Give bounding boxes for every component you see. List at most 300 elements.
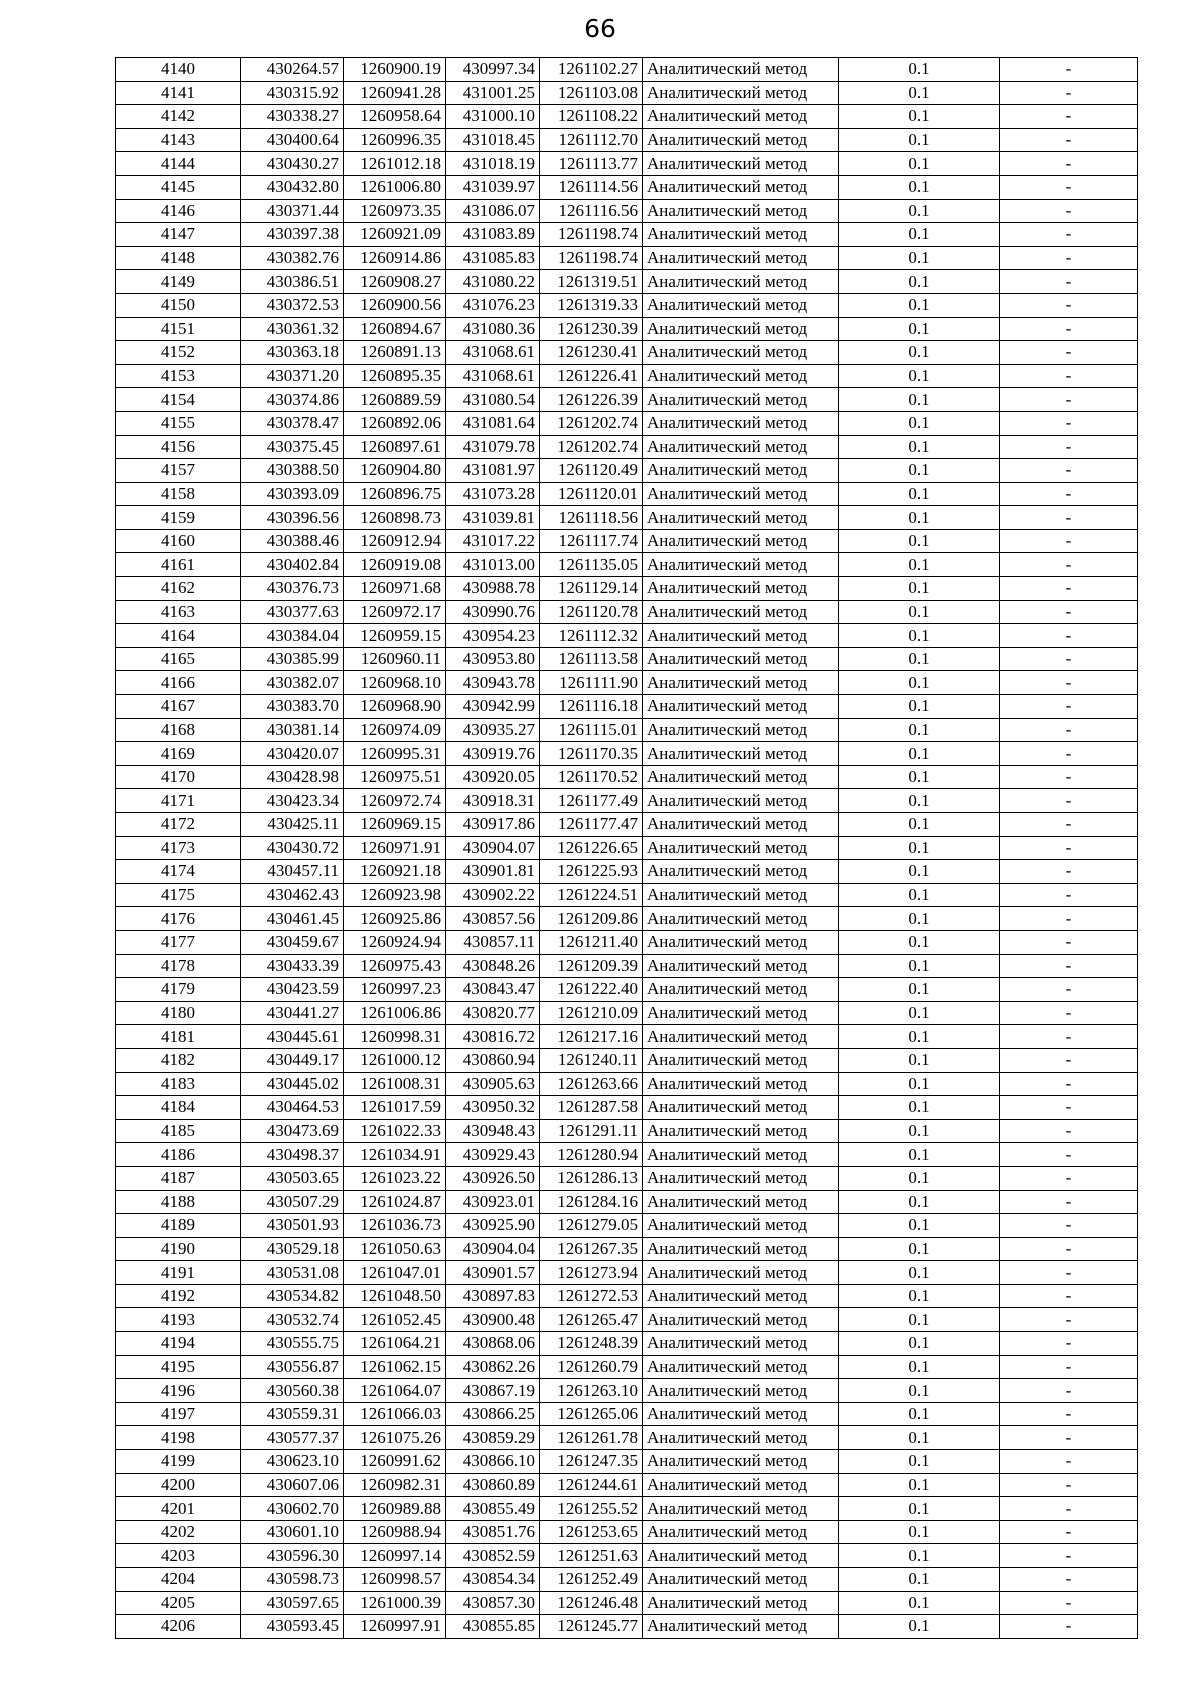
note-cell: -: [1000, 1308, 1138, 1332]
point-number-cell: 4195: [116, 1355, 241, 1379]
table-row: [116, 907, 1138, 931]
method-cell: Аналитический метод: [643, 293, 839, 317]
x-old-cell: 430388.50: [241, 459, 344, 483]
point-number-cell: 4178: [116, 954, 241, 978]
y-old-cell: 1261024.87: [344, 1190, 446, 1214]
table-row: [116, 1568, 1138, 1592]
x-old-cell: 430577.37: [241, 1426, 344, 1450]
x-old-cell: 430433.39: [241, 954, 344, 978]
point-number-cell: 4171: [116, 789, 241, 813]
y-old-cell: 1260904.80: [344, 459, 446, 483]
point-number-cell: 4180: [116, 1001, 241, 1025]
note-cell: -: [1000, 930, 1138, 954]
note-cell: -: [1000, 553, 1138, 577]
y-old-cell: 1261022.33: [344, 1119, 446, 1143]
x-old-cell: 430597.65: [241, 1591, 344, 1615]
y-old-cell: 1261006.86: [344, 1001, 446, 1025]
accuracy-cell: 0.1: [839, 978, 1000, 1002]
x-new-cell: 431000.10: [446, 105, 540, 129]
x-new-cell: 430904.07: [446, 836, 540, 860]
y-old-cell: 1260921.09: [344, 223, 446, 247]
point-number-cell: 4189: [116, 1214, 241, 1238]
y-new-cell: 1261252.49: [540, 1568, 643, 1592]
accuracy-cell: 0.1: [839, 954, 1000, 978]
y-old-cell: 1260996.35: [344, 128, 446, 152]
table-row: [116, 1025, 1138, 1049]
note-cell: -: [1000, 1143, 1138, 1167]
x-new-cell: 430901.81: [446, 860, 540, 884]
point-number-cell: 4196: [116, 1379, 241, 1403]
table-row: [116, 1072, 1138, 1096]
y-new-cell: 1261230.41: [540, 341, 643, 365]
accuracy-cell: 0.1: [839, 1497, 1000, 1521]
method-cell: Аналитический метод: [643, 577, 839, 601]
x-old-cell: 430459.67: [241, 930, 344, 954]
point-number-cell: 4174: [116, 860, 241, 884]
x-old-cell: 430425.11: [241, 813, 344, 837]
x-old-cell: 430445.02: [241, 1072, 344, 1096]
accuracy-cell: 0.1: [839, 836, 1000, 860]
y-old-cell: 1261034.91: [344, 1143, 446, 1167]
method-cell: Аналитический метод: [643, 930, 839, 954]
y-old-cell: 1260997.23: [344, 978, 446, 1002]
y-old-cell: 1260921.18: [344, 860, 446, 884]
x-new-cell: 430942.99: [446, 695, 540, 719]
method-cell: Аналитический метод: [643, 647, 839, 671]
note-cell: -: [1000, 1473, 1138, 1497]
y-old-cell: 1260912.94: [344, 529, 446, 553]
accuracy-cell: 0.1: [839, 199, 1000, 223]
y-old-cell: 1261000.39: [344, 1591, 446, 1615]
x-old-cell: 430449.17: [241, 1048, 344, 1072]
accuracy-cell: 0.1: [839, 293, 1000, 317]
y-old-cell: 1261075.26: [344, 1426, 446, 1450]
accuracy-cell: 0.1: [839, 1214, 1000, 1238]
x-old-cell: 430423.34: [241, 789, 344, 813]
method-cell: Аналитический метод: [643, 789, 839, 813]
accuracy-cell: 0.1: [839, 1025, 1000, 1049]
method-cell: Аналитический метод: [643, 270, 839, 294]
note-cell: -: [1000, 506, 1138, 530]
method-cell: Аналитический метод: [643, 1025, 839, 1049]
method-cell: Аналитический метод: [643, 1237, 839, 1261]
x-new-cell: 430929.43: [446, 1143, 540, 1167]
accuracy-cell: 0.1: [839, 789, 1000, 813]
y-old-cell: 1260925.86: [344, 907, 446, 931]
point-number-cell: 4206: [116, 1615, 241, 1639]
table-row: [116, 813, 1138, 837]
y-new-cell: 1261135.05: [540, 553, 643, 577]
y-new-cell: 1261248.39: [540, 1332, 643, 1356]
method-cell: Аналитический метод: [643, 600, 839, 624]
accuracy-cell: 0.1: [839, 671, 1000, 695]
x-new-cell: 430855.85: [446, 1615, 540, 1639]
table-row: [116, 175, 1138, 199]
y-new-cell: 1261255.52: [540, 1497, 643, 1521]
table-row: [116, 1119, 1138, 1143]
table-row: [116, 1473, 1138, 1497]
method-cell: Аналитический метод: [643, 411, 839, 435]
x-new-cell: 430900.48: [446, 1308, 540, 1332]
note-cell: -: [1000, 1001, 1138, 1025]
y-new-cell: 1261240.11: [540, 1048, 643, 1072]
table-row: [116, 954, 1138, 978]
x-new-cell: 430868.06: [446, 1332, 540, 1356]
point-number-cell: 4152: [116, 341, 241, 365]
method-cell: Аналитический метод: [643, 1001, 839, 1025]
y-old-cell: 1261012.18: [344, 152, 446, 176]
accuracy-cell: 0.1: [839, 1615, 1000, 1639]
method-cell: Аналитический метод: [643, 105, 839, 129]
x-new-cell: 430897.83: [446, 1284, 540, 1308]
method-cell: Аналитический метод: [643, 954, 839, 978]
y-old-cell: 1260973.35: [344, 199, 446, 223]
y-new-cell: 1261170.35: [540, 742, 643, 766]
x-new-cell: 431039.97: [446, 175, 540, 199]
x-new-cell: 430950.32: [446, 1096, 540, 1120]
point-number-cell: 4173: [116, 836, 241, 860]
accuracy-cell: 0.1: [839, 1308, 1000, 1332]
table-row: [116, 1166, 1138, 1190]
method-cell: Аналитический метод: [643, 317, 839, 341]
accuracy-cell: 0.1: [839, 105, 1000, 129]
accuracy-cell: 0.1: [839, 695, 1000, 719]
note-cell: -: [1000, 1284, 1138, 1308]
note-cell: -: [1000, 742, 1138, 766]
y-new-cell: 1261265.06: [540, 1402, 643, 1426]
x-new-cell: 430860.89: [446, 1473, 540, 1497]
point-number-cell: 4172: [116, 813, 241, 837]
y-old-cell: 1261006.80: [344, 175, 446, 199]
table-row: [116, 978, 1138, 1002]
point-number-cell: 4177: [116, 930, 241, 954]
x-old-cell: 430556.87: [241, 1355, 344, 1379]
method-cell: Аналитический метод: [643, 152, 839, 176]
note-cell: -: [1000, 364, 1138, 388]
accuracy-cell: 0.1: [839, 1450, 1000, 1474]
x-new-cell: 431039.81: [446, 506, 540, 530]
accuracy-cell: 0.1: [839, 1143, 1000, 1167]
note-cell: -: [1000, 1190, 1138, 1214]
table-row: [116, 1143, 1138, 1167]
x-old-cell: 430534.82: [241, 1284, 344, 1308]
x-new-cell: 431076.23: [446, 293, 540, 317]
method-cell: Аналитический метод: [643, 1426, 839, 1450]
y-new-cell: 1261226.39: [540, 388, 643, 412]
accuracy-cell: 0.1: [839, 128, 1000, 152]
table-row: [116, 435, 1138, 459]
x-new-cell: 430997.34: [446, 58, 540, 82]
note-cell: -: [1000, 482, 1138, 506]
x-old-cell: 430382.76: [241, 246, 344, 270]
table-row: [116, 742, 1138, 766]
method-cell: Аналитический метод: [643, 246, 839, 270]
y-old-cell: 1260982.31: [344, 1473, 446, 1497]
y-new-cell: 1261113.77: [540, 152, 643, 176]
table-row: [116, 1615, 1138, 1639]
y-new-cell: 1261244.61: [540, 1473, 643, 1497]
accuracy-cell: 0.1: [839, 223, 1000, 247]
x-new-cell: 430854.34: [446, 1568, 540, 1592]
method-cell: Аналитический метод: [643, 1332, 839, 1356]
point-number-cell: 4185: [116, 1119, 241, 1143]
accuracy-cell: 0.1: [839, 577, 1000, 601]
table-row: [116, 388, 1138, 412]
accuracy-cell: 0.1: [839, 600, 1000, 624]
accuracy-cell: 0.1: [839, 1426, 1000, 1450]
y-old-cell: 1260975.43: [344, 954, 446, 978]
point-number-cell: 4144: [116, 152, 241, 176]
y-old-cell: 1260900.19: [344, 58, 446, 82]
table-body: [116, 58, 1138, 1639]
y-new-cell: 1261209.39: [540, 954, 643, 978]
y-old-cell: 1260889.59: [344, 388, 446, 412]
y-old-cell: 1260958.64: [344, 105, 446, 129]
x-new-cell: 430848.26: [446, 954, 540, 978]
method-cell: Аналитический метод: [643, 1214, 839, 1238]
y-old-cell: 1260997.91: [344, 1615, 446, 1639]
method-cell: Аналитический метод: [643, 907, 839, 931]
method-cell: Аналитический метод: [643, 1119, 839, 1143]
x-new-cell: 431017.22: [446, 529, 540, 553]
y-old-cell: 1260969.15: [344, 813, 446, 837]
y-new-cell: 1261263.10: [540, 1379, 643, 1403]
accuracy-cell: 0.1: [839, 1402, 1000, 1426]
x-new-cell: 430843.47: [446, 978, 540, 1002]
y-old-cell: 1260896.75: [344, 482, 446, 506]
y-new-cell: 1261202.74: [540, 411, 643, 435]
point-number-cell: 4202: [116, 1520, 241, 1544]
table-row: [116, 836, 1138, 860]
accuracy-cell: 0.1: [839, 553, 1000, 577]
point-number-cell: 4197: [116, 1402, 241, 1426]
note-cell: -: [1000, 647, 1138, 671]
coordinates-table: [115, 57, 1138, 1639]
y-new-cell: 1261280.94: [540, 1143, 643, 1167]
method-cell: Аналитический метод: [643, 1544, 839, 1568]
point-number-cell: 4204: [116, 1568, 241, 1592]
point-number-cell: 4166: [116, 671, 241, 695]
note-cell: -: [1000, 1426, 1138, 1450]
y-new-cell: 1261224.51: [540, 883, 643, 907]
point-number-cell: 4150: [116, 293, 241, 317]
y-new-cell: 1261116.56: [540, 199, 643, 223]
note-cell: -: [1000, 671, 1138, 695]
method-cell: Аналитический метод: [643, 1355, 839, 1379]
table-row: [116, 1402, 1138, 1426]
y-new-cell: 1261263.66: [540, 1072, 643, 1096]
x-old-cell: 430396.56: [241, 506, 344, 530]
point-number-cell: 4162: [116, 577, 241, 601]
point-number-cell: 4142: [116, 105, 241, 129]
method-cell: Аналитический метод: [643, 175, 839, 199]
accuracy-cell: 0.1: [839, 1190, 1000, 1214]
note-cell: -: [1000, 789, 1138, 813]
x-new-cell: 431018.19: [446, 152, 540, 176]
method-cell: Аналитический метод: [643, 671, 839, 695]
x-old-cell: 430397.38: [241, 223, 344, 247]
table-row: [116, 1190, 1138, 1214]
y-new-cell: 1261198.74: [540, 223, 643, 247]
x-new-cell: 430919.76: [446, 742, 540, 766]
x-new-cell: 430923.01: [446, 1190, 540, 1214]
x-old-cell: 430596.30: [241, 1544, 344, 1568]
x-old-cell: 430381.14: [241, 718, 344, 742]
point-number-cell: 4146: [116, 199, 241, 223]
method-cell: Аналитический метод: [643, 1166, 839, 1190]
point-number-cell: 4179: [116, 978, 241, 1002]
accuracy-cell: 0.1: [839, 1119, 1000, 1143]
x-new-cell: 431080.36: [446, 317, 540, 341]
y-new-cell: 1261291.11: [540, 1119, 643, 1143]
accuracy-cell: 0.1: [839, 1520, 1000, 1544]
x-old-cell: 430371.20: [241, 364, 344, 388]
point-number-cell: 4190: [116, 1237, 241, 1261]
accuracy-cell: 0.1: [839, 907, 1000, 931]
accuracy-cell: 0.1: [839, 647, 1000, 671]
table-row: [116, 1520, 1138, 1544]
note-cell: -: [1000, 1615, 1138, 1639]
method-cell: Аналитический метод: [643, 1591, 839, 1615]
y-new-cell: 1261118.56: [540, 506, 643, 530]
x-new-cell: 430901.57: [446, 1261, 540, 1285]
x-new-cell: 430866.10: [446, 1450, 540, 1474]
point-number-cell: 4160: [116, 529, 241, 553]
note-cell: -: [1000, 58, 1138, 82]
x-old-cell: 430383.70: [241, 695, 344, 719]
y-new-cell: 1261287.58: [540, 1096, 643, 1120]
point-number-cell: 4153: [116, 364, 241, 388]
accuracy-cell: 0.1: [839, 765, 1000, 789]
table-row: [116, 718, 1138, 742]
table-row: [116, 1261, 1138, 1285]
y-old-cell: 1260968.10: [344, 671, 446, 695]
method-cell: Аналитический метод: [643, 506, 839, 530]
accuracy-cell: 0.1: [839, 930, 1000, 954]
accuracy-cell: 0.1: [839, 506, 1000, 530]
x-new-cell: 430860.94: [446, 1048, 540, 1072]
method-cell: Аналитический метод: [643, 223, 839, 247]
point-number-cell: 4201: [116, 1497, 241, 1521]
note-cell: -: [1000, 199, 1138, 223]
table-row: [116, 81, 1138, 105]
point-number-cell: 4151: [116, 317, 241, 341]
note-cell: -: [1000, 765, 1138, 789]
method-cell: Аналитический метод: [643, 1450, 839, 1474]
y-old-cell: 1260997.14: [344, 1544, 446, 1568]
method-cell: Аналитический метод: [643, 883, 839, 907]
point-number-cell: 4156: [116, 435, 241, 459]
table-row: [116, 1096, 1138, 1120]
y-old-cell: 1260968.90: [344, 695, 446, 719]
note-cell: -: [1000, 1520, 1138, 1544]
y-new-cell: 1261120.01: [540, 482, 643, 506]
y-old-cell: 1260895.35: [344, 364, 446, 388]
method-cell: Аналитический метод: [643, 836, 839, 860]
x-old-cell: 430560.38: [241, 1379, 344, 1403]
method-cell: Аналитический метод: [643, 81, 839, 105]
y-new-cell: 1261286.13: [540, 1166, 643, 1190]
y-new-cell: 1261230.39: [540, 317, 643, 341]
note-cell: -: [1000, 152, 1138, 176]
y-new-cell: 1261273.94: [540, 1261, 643, 1285]
accuracy-cell: 0.1: [839, 883, 1000, 907]
table-row: [116, 364, 1138, 388]
note-cell: -: [1000, 270, 1138, 294]
y-old-cell: 1260924.94: [344, 930, 446, 954]
point-number-cell: 4183: [116, 1072, 241, 1096]
table-row: [116, 459, 1138, 483]
table-row: [116, 553, 1138, 577]
x-old-cell: 430503.65: [241, 1166, 344, 1190]
point-number-cell: 4182: [116, 1048, 241, 1072]
note-cell: -: [1000, 624, 1138, 648]
y-old-cell: 1260998.57: [344, 1568, 446, 1592]
y-old-cell: 1260988.94: [344, 1520, 446, 1544]
table-row: [116, 270, 1138, 294]
x-old-cell: 430464.53: [241, 1096, 344, 1120]
x-new-cell: 430820.77: [446, 1001, 540, 1025]
point-number-cell: 4148: [116, 246, 241, 270]
x-old-cell: 430372.53: [241, 293, 344, 317]
x-old-cell: 430507.29: [241, 1190, 344, 1214]
x-old-cell: 430377.63: [241, 600, 344, 624]
table-row: [116, 58, 1138, 82]
y-old-cell: 1260998.31: [344, 1025, 446, 1049]
x-new-cell: 431080.54: [446, 388, 540, 412]
x-new-cell: 430867.19: [446, 1379, 540, 1403]
x-old-cell: 430498.37: [241, 1143, 344, 1167]
note-cell: -: [1000, 1166, 1138, 1190]
note-cell: -: [1000, 1237, 1138, 1261]
y-old-cell: 1260894.67: [344, 317, 446, 341]
accuracy-cell: 0.1: [839, 317, 1000, 341]
y-new-cell: 1261116.18: [540, 695, 643, 719]
y-old-cell: 1260891.13: [344, 341, 446, 365]
method-cell: Аналитический метод: [643, 765, 839, 789]
accuracy-cell: 0.1: [839, 1166, 1000, 1190]
note-cell: -: [1000, 175, 1138, 199]
y-old-cell: 1261052.45: [344, 1308, 446, 1332]
point-number-cell: 4155: [116, 411, 241, 435]
y-new-cell: 1261112.70: [540, 128, 643, 152]
y-new-cell: 1261222.40: [540, 978, 643, 1002]
x-new-cell: 431086.07: [446, 199, 540, 223]
y-old-cell: 1261000.12: [344, 1048, 446, 1072]
note-cell: -: [1000, 1261, 1138, 1285]
x-new-cell: 430943.78: [446, 671, 540, 695]
accuracy-cell: 0.1: [839, 246, 1000, 270]
y-new-cell: 1261267.35: [540, 1237, 643, 1261]
y-old-cell: 1260892.06: [344, 411, 446, 435]
y-old-cell: 1260941.28: [344, 81, 446, 105]
x-old-cell: 430501.93: [241, 1214, 344, 1238]
y-new-cell: 1261253.65: [540, 1520, 643, 1544]
point-number-cell: 4143: [116, 128, 241, 152]
y-new-cell: 1261129.14: [540, 577, 643, 601]
y-new-cell: 1261103.08: [540, 81, 643, 105]
note-cell: -: [1000, 813, 1138, 837]
y-new-cell: 1261245.77: [540, 1615, 643, 1639]
y-new-cell: 1261198.74: [540, 246, 643, 270]
accuracy-cell: 0.1: [839, 529, 1000, 553]
method-cell: Аналитический метод: [643, 1568, 839, 1592]
x-old-cell: 430374.86: [241, 388, 344, 412]
note-cell: -: [1000, 1450, 1138, 1474]
y-new-cell: 1261279.05: [540, 1214, 643, 1238]
method-cell: Аналитический метод: [643, 529, 839, 553]
accuracy-cell: 0.1: [839, 435, 1000, 459]
